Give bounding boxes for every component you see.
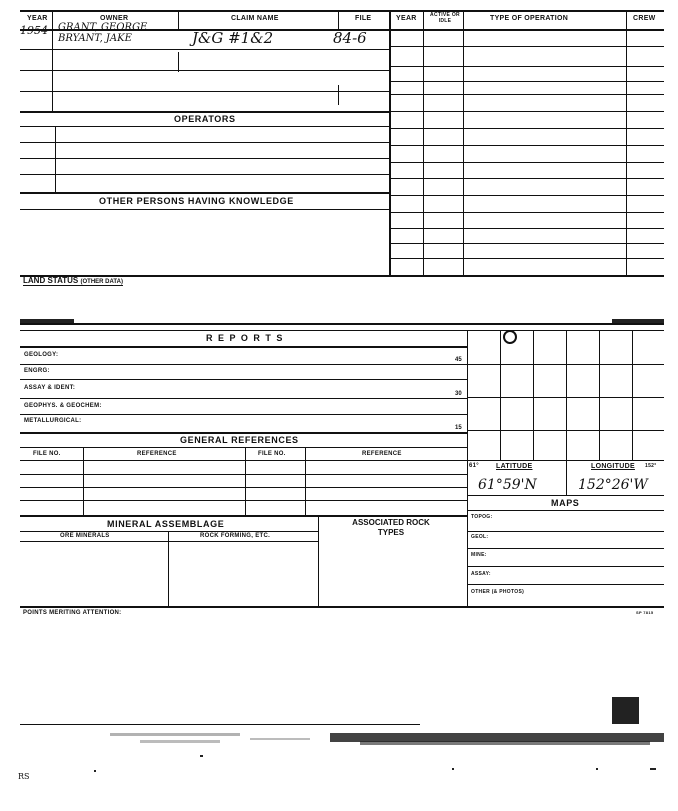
ref-header-reference-2: REFERENCE: [362, 451, 402, 457]
report-geology-label: GEOLOGY:: [24, 352, 59, 358]
entry-file: 84-6: [333, 29, 367, 47]
other-persons-heading: OTHER PERSONS HAVING KNOWLEDGE: [99, 196, 294, 206]
lat-prefix: 61°: [469, 463, 479, 469]
report-metallurgical-label: METALLURGICAL:: [24, 418, 82, 424]
header-active-idle: ACTIVE OR IDLE: [430, 12, 460, 24]
longitude-value: 152°26'W: [578, 477, 648, 493]
form-number: SP 7815: [636, 610, 654, 615]
maps-mine: MINE:: [471, 552, 487, 558]
maps-geol: GEOL:: [471, 534, 489, 540]
maps-assay: ASSAY:: [471, 571, 491, 577]
entry-owner-2: BRYANT, JAKE: [58, 33, 132, 44]
ref-header-file-no-2: FILE NO.: [258, 451, 286, 457]
points-meriting-label: POINTS MERITING ATTENTION:: [23, 610, 122, 616]
report-geophys-label: GEOPHYS. & GEOCHEM:: [24, 403, 102, 409]
report-assay-label: ASSAY & IDENT:: [24, 385, 76, 391]
general-references-heading: GENERAL REFERENCES: [180, 435, 299, 445]
entry-owner-1: GRANT, GEORGE: [58, 22, 148, 33]
latitude-value: 61°59'N: [478, 477, 537, 493]
ore-minerals-header: ORE MINERALS: [60, 533, 110, 539]
report-geology-number: 45: [455, 357, 462, 363]
report-metallurgical-number: 15: [455, 425, 462, 431]
report-assay-number: 30: [455, 391, 462, 397]
maps-topog: TOPOG:: [471, 514, 493, 520]
punch-hole: [503, 330, 517, 344]
header-year-2: YEAR: [396, 15, 417, 22]
reports-heading: R E P O R T S: [206, 333, 284, 343]
entry-year: 1954: [20, 24, 48, 37]
land-status-label: LAND STATUS (OTHER DATA): [23, 276, 123, 285]
report-engrg-label: ENGRG:: [24, 368, 50, 374]
rock-forming-header: ROCK FORMING, ETC.: [200, 533, 271, 539]
ref-header-reference-1: REFERENCE: [137, 451, 177, 457]
margin-note: RS: [18, 772, 30, 781]
longitude-label: LONGITUDE: [591, 463, 635, 470]
maps-other: OTHER (& PHOTOS): [471, 589, 525, 595]
header-claim-name: CLAIM NAME: [231, 15, 279, 22]
header-year: YEAR: [27, 15, 48, 22]
long-prefix: 152°: [645, 463, 657, 469]
header-file: FILE: [355, 15, 372, 22]
header-type-of-operation: TYPE OF OPERATION: [490, 15, 569, 22]
maps-heading: MAPS: [551, 498, 580, 508]
latitude-label: LATITUDE: [496, 463, 533, 470]
ref-header-file-no-1: FILE NO.: [33, 451, 61, 457]
header-crew: CREW: [633, 15, 656, 22]
entry-claim-name: J&G #1&2: [192, 29, 274, 47]
mineral-assemblage-heading: MINERAL ASSEMBLAGE: [107, 519, 225, 529]
associated-rock-types-heading: ASSOCIATED ROCK TYPES: [352, 518, 430, 537]
header-owner: OWNER: [100, 15, 129, 22]
operators-heading: OPERATORS: [174, 114, 236, 124]
